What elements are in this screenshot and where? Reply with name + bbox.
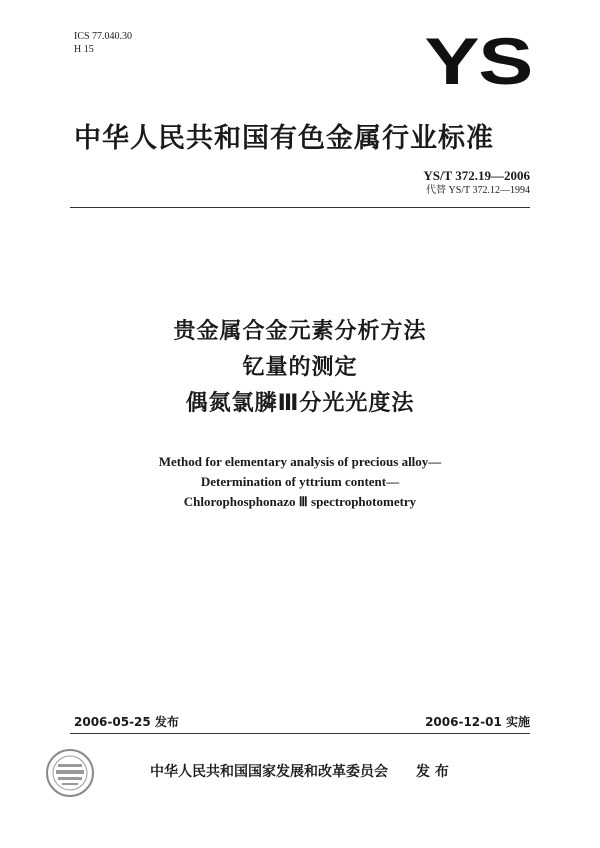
publish-label: 发 布 <box>416 764 449 780</box>
ics-code: ICS 77.040.30 <box>74 31 133 42</box>
standard-category: 中华人民共和国有色金属行业标准 <box>74 123 494 154</box>
chinese-title-line-3: 偶氮氯膦Ⅲ分光光度法 <box>185 391 415 416</box>
chinese-title-line-1: 贵金属合金元素分析方法 <box>173 319 427 344</box>
replaces-note: 代替 YS/T 372.12—1994 <box>426 185 530 196</box>
ys-logo: YS <box>424 24 532 98</box>
issuer-name: 中华人民共和国国家发展和改革委员会 <box>150 764 388 780</box>
standard-number: YS/T 372.19—2006 <box>423 168 530 183</box>
english-title-line-1: Method for elementary analysis of precious alloy— <box>158 454 442 469</box>
english-title-line-2: Determination of yttrium content— <box>200 474 400 489</box>
header-divider <box>70 207 530 208</box>
english-title <box>0 452 600 512</box>
classification-codes <box>74 30 132 56</box>
footer-divider <box>70 733 530 734</box>
issuer-line <box>150 761 449 781</box>
standard-number-block <box>423 168 530 197</box>
chinese-title-line-2: 钇量的测定 <box>242 355 358 380</box>
ccs-code: H 15 <box>74 44 94 55</box>
english-title-line-3: Chlorophosphonazo Ⅲ spectrophotometry <box>183 494 417 509</box>
seal-icon <box>44 747 96 799</box>
implement-date: 2006-12-01 实施 <box>425 715 530 729</box>
chinese-title <box>0 314 600 422</box>
issue-date: 2006-05-25 发布 <box>74 715 179 729</box>
